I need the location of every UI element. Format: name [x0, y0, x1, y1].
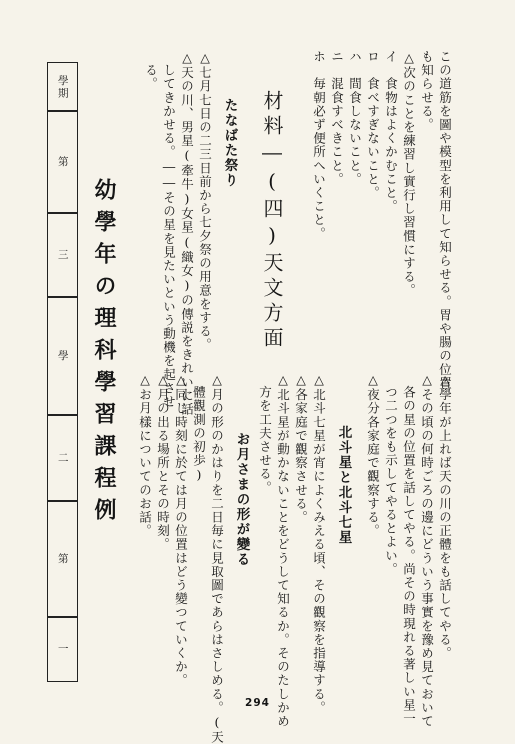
text-line: ロ 食べすぎないこと。 — [365, 50, 381, 200]
text-line: 各の星の位置を話してやる。尚その時現れる著しい星一 — [401, 372, 417, 726]
subsection-heading: 北斗星と北斗七星 — [335, 425, 352, 545]
text-line: △同じ時刻に於ては月の位置はどう變つていくか。 — [173, 372, 189, 688]
text-line: △月の出る場所とその時刻。 — [155, 372, 171, 552]
running-head-cell: 第 — [47, 500, 78, 618]
subsection-heading: たなばた祭り — [221, 98, 238, 188]
text-line: も知らせる。 — [419, 50, 435, 132]
text-line: この道筋を圖や模型を利用して知らせる。胃や腸の位置 — [437, 50, 453, 390]
running-head-cell: 二 — [47, 414, 78, 502]
text-line: 方を工夫させる。 — [257, 372, 273, 495]
text-line: △七月七日の二三日前から七夕祭の用意をする。 — [197, 50, 213, 352]
text-line: △月の形のかはりを二日毎に見取圖であらはさしめる。(天 — [209, 372, 225, 744]
text-line: △夜分各家庭で觀察する。 — [365, 372, 381, 538]
text-line: △北斗星が動かないことをどうして知るか。そのたしかめ — [275, 372, 291, 729]
text-line: △次のことを練習し實行し習慣にする。 — [401, 50, 417, 298]
text-line: ホ 毎朝必ず便所へいくこと。 — [311, 50, 327, 241]
running-head-cell: 第 — [47, 110, 78, 214]
text-line: △その頃の何時ごろの邊にどういう事實を豫め見ておいて — [419, 372, 435, 729]
text-line: △お月樣についてのお話。 — [137, 372, 153, 538]
text-line: ニ 混食すべきこと。 — [329, 50, 345, 186]
text-line: る。 — [143, 50, 159, 91]
section-heading: 材料―(四)天文方面 — [260, 90, 284, 352]
running-head-cell: 學期 — [47, 62, 78, 112]
text-line: △北斗七星が宵によくみえる頃、その觀察を指導する。 — [311, 372, 327, 715]
subsection-heading: お月さまの形が變る — [233, 432, 250, 567]
text-line: ハ 間食しないこと。 — [347, 50, 363, 186]
text-line: イ 食物はよくかむこと。 — [383, 50, 399, 214]
running-head-cell: 學 — [47, 296, 78, 416]
page-number: 294 — [245, 697, 270, 709]
text-line: △天の川、男星(牽牛)女星(織女)の傳説をきれいに話 — [179, 50, 195, 417]
page-title: 幼學年の理科學習課程例 — [91, 178, 117, 530]
running-head-cell: 一 — [47, 616, 78, 682]
text-line: してきかせる。――その星を見たいという動機を起させ — [161, 50, 177, 409]
running-head-cell: 三 — [47, 212, 78, 298]
text-line: △各家庭で觀察させる。 — [293, 372, 309, 525]
text-line: △學年が上れば天の川の正體をも話してやる。 — [437, 372, 453, 661]
text-line: 體觀測の初歩) — [191, 372, 207, 484]
text-line: つ二つをも示してやるとよい。 — [383, 372, 399, 576]
